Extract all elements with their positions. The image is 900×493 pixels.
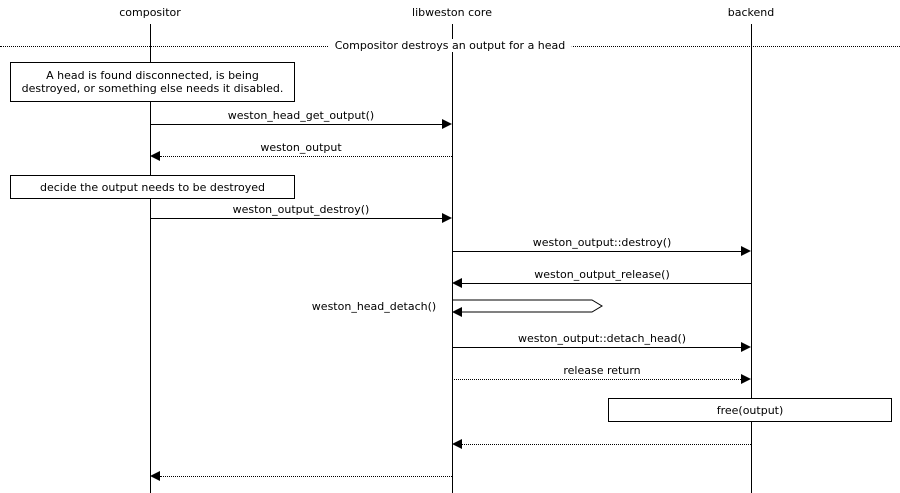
message-label-weston-head-detach: weston_head_detach() [311,300,437,313]
arrowhead-release-return [741,374,751,384]
arrowhead-free-return [452,439,462,449]
message-label-release-return: release return [563,364,641,377]
arrowhead-weston-output-release [452,278,462,288]
message-label-weston-output-destroy-cb: weston_output::destroy() [532,236,672,249]
message-label-weston-head-get-output: weston_head_get_output() [227,109,375,122]
lifeline-libweston-core [452,24,453,493]
message-line-weston-output-destroy [150,218,442,219]
note-head-disconnected: A head is found disconnected, is being destroyed, or something else needs it disabled. [10,62,295,102]
message-line-destroy-return [160,476,452,477]
lifeline-header-compositor: compositor [119,6,181,19]
message-label-weston-output-release: weston_output_release() [534,268,670,281]
message-line-weston-output [160,156,452,157]
message-line-weston-output-destroy-cb [452,251,741,252]
message-line-release-return [452,379,741,380]
lifeline-header-backend: backend [727,6,775,19]
arrowhead-weston-head-detach [452,307,462,317]
arrowhead-weston-output-destroy-cb [741,246,751,256]
arrowhead-weston-output-destroy [442,213,452,223]
message-label-weston-output-destroy: weston_output_destroy() [232,203,370,216]
arrowhead-weston-head-get-output [442,119,452,129]
note-decide-destroy: decide the output needs to be destroyed [10,175,295,199]
message-line-weston-head-get-output [150,124,442,125]
message-line-weston-output-release [462,283,751,284]
note-free-output: free(output) [608,398,892,422]
message-label-weston-output: weston_output [260,141,342,154]
message-label-weston-output-detach-head: weston_output::detach_head() [517,332,687,345]
arrowhead-weston-output-detach-head [741,342,751,352]
lifeline-backend [751,24,752,493]
lifeline-header-libweston-core: libweston core [412,6,492,19]
self-message-weston-head-detach [452,296,612,324]
arrowhead-weston-output [150,151,160,161]
message-line-weston-output-detach-head [452,347,741,348]
arrowhead-destroy-return [150,471,160,481]
diagram-title: Compositor destroys an output for a head [329,39,572,52]
message-line-free-return [462,444,751,445]
